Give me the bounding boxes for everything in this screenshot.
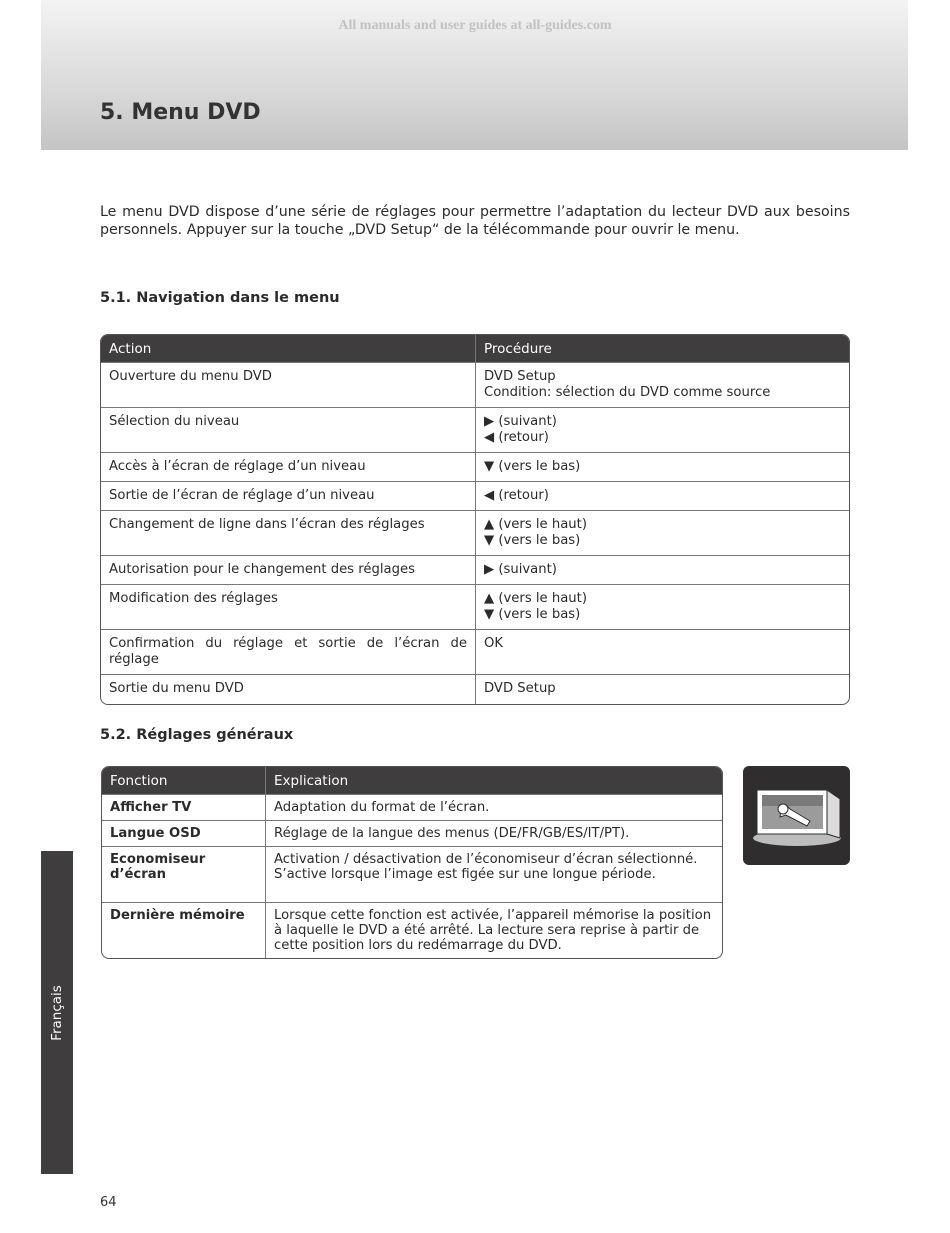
column-header-explication: Explication [266,767,722,794]
fonction-cell: Afficher TV [102,794,266,820]
procedure-line: ▶ (suivant) [484,414,557,429]
table-row [102,820,722,846]
procedure-line: ▲ (vers le haut) [484,517,587,532]
table-row [101,481,849,510]
procedure-line: ▼ (vers le bas) [484,459,581,474]
table-header-row [102,767,722,794]
procedure-line: OK [484,636,504,651]
procedure-line: ▲ (vers le haut) [484,591,587,606]
procedure-cell [476,674,849,704]
table-row [101,510,849,555]
table-row [102,846,722,902]
procedure-cell [476,362,849,407]
action-cell: Sélection du niveau [101,407,476,452]
table-row [101,555,849,584]
fonction-cell: Dernière mémoire [102,902,266,958]
fonction-cell: Economiseur d’écran [102,846,266,902]
watermark: All manuals and user guides at all-guides.com [338,18,612,33]
table-row [102,794,722,820]
explication-cell: Réglage de la langue des menus (DE/FR/GB/ES/IT/PT). [266,820,722,846]
language-label: Français [49,985,65,1041]
procedure-line: ▼ (vers le bas) [484,533,581,548]
procedure-line: ◀ (retour) [484,430,549,445]
table-row [101,452,849,481]
action-cell: Confirmation du réglage et sortie de l’écran de réglage [101,629,476,674]
tv-settings-wrench-icon [743,766,850,865]
column-header-procedure: Procédure [476,335,849,362]
explication-cell: Activation / désactivation de l’économiseur d’écran sélectionné. S’active lorsque l’image est figée sur une longue période. [266,846,722,902]
procedure-cell [476,510,849,555]
fonction-cell: Langue OSD [102,820,266,846]
procedure-cell [476,452,849,481]
column-header-fonction: Fonction [102,767,266,794]
procedure-cell [476,481,849,510]
action-cell: Accès à l’écran de réglage d’un niveau [101,452,476,481]
procedure-line: ▼ (vers le bas) [484,607,581,622]
action-cell: Autorisation pour le changement des réglages [101,555,476,584]
table-row [101,362,849,407]
procedure-cell [476,584,849,629]
action-cell: Sortie de l’écran de réglage d’un niveau [101,481,476,510]
action-cell: Modification des réglages [101,584,476,629]
procedure-line: Condition: sélection du DVD comme source [484,385,771,400]
action-cell: Sortie du menu DVD [101,674,476,704]
procedure-cell [476,407,849,452]
procedure-cell [476,629,849,674]
column-header-action: Action [101,335,476,362]
table-row [101,674,849,704]
table-header-row [101,335,849,362]
table-row [101,407,849,452]
procedure-line: ◀ (retour) [484,488,549,503]
action-cell: Changement de ligne dans l’écran des réglages [101,510,476,555]
navigation-table [100,334,850,705]
table-row [101,584,849,629]
section-heading-general-settings: 5.2. Réglages généraux [100,727,294,743]
table-row [101,629,849,674]
page-number: 64 [100,1195,117,1210]
action-cell: Ouverture du menu DVD [101,362,476,407]
procedure-line: DVD Setup [484,681,556,696]
explication-cell: Adaptation du format de l’écran. [266,794,722,820]
page-title: 5. Menu DVD [100,100,261,125]
intro-paragraph: Le menu DVD dispose d’une série de réglages pour permettre l’adaptation du lecteur DVD aux besoins personnels. Appuyer sur la touche „DVD Setup“ de la télécommande pour ouvrir le menu. [100,204,850,238]
general-settings-table [101,766,723,959]
section-heading-navigation: 5.1. Navigation dans le menu [100,290,340,306]
procedure-cell [476,555,849,584]
table-row [102,902,722,958]
explication-cell: Lorsque cette fonction est activée, l’appareil mémorise la position à laquelle le DVD a été arrêté. La lecture sera reprise à partir de cette position lors du redémarrage du DVD. [266,902,722,958]
procedure-line: DVD Setup [484,369,556,384]
procedure-line: ▶ (suivant) [484,562,557,577]
